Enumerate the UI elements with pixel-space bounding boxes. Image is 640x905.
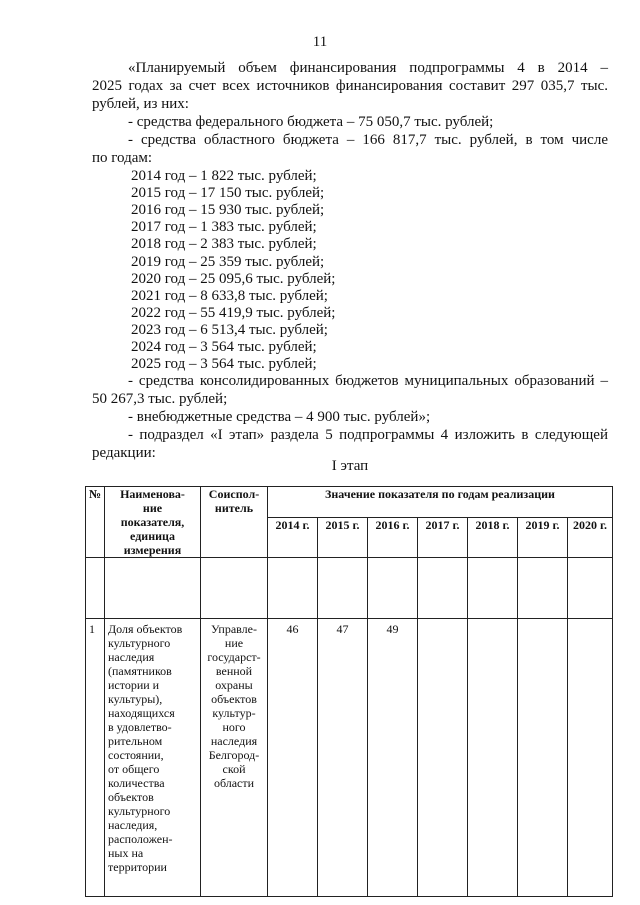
paragraph-line: - средства консолидированных бюджетов муниципальных образований – xyxy=(128,373,608,389)
indicator-name-line: культурного xyxy=(108,636,171,650)
column-header-number: № xyxy=(86,487,105,558)
year-funding-line: 2019 год – 25 359 тыс. рублей; xyxy=(131,253,325,270)
spacer-cell xyxy=(368,558,418,619)
year-funding-line: 2025 год – 3 564 тыс. рублей; xyxy=(131,356,317,373)
stage-title: I этап xyxy=(331,458,369,474)
year-funding-line: 2014 год – 1 822 тыс. рублей; xyxy=(131,168,317,184)
value-cell: 47 xyxy=(318,619,368,897)
paragraph-line: 50 267,3 тыс. рублей; xyxy=(92,391,228,407)
executor-line: наследия xyxy=(210,734,258,748)
header-name-line: ние xyxy=(142,501,163,515)
executor-line: ного xyxy=(222,720,246,734)
paragraph-line: - средства областного бюджета – 166 817,7 тыс. рублей, в том числе xyxy=(128,132,608,148)
indicator-name-line: от общего xyxy=(108,762,160,776)
paragraph-line: - средства федерального бюджета – 75 050,7 тыс. рублей; xyxy=(128,114,494,130)
indicator-name-line: истории и xyxy=(108,678,160,692)
executor-line: культур- xyxy=(212,706,256,720)
indicator-name-line: ных на xyxy=(108,846,144,860)
value-cell: 49 xyxy=(368,619,418,897)
header-name-line: измерения xyxy=(123,543,182,557)
executor-line: охраны xyxy=(215,678,253,692)
paragraph-line: - подраздел «I этап» раздела 5 подпрограммы 4 изложить в следующей xyxy=(128,427,608,443)
year-header: 2018 г. xyxy=(468,518,518,558)
indicator-name-line: расположен- xyxy=(108,832,173,846)
indicator-name-line: наследия xyxy=(108,650,155,664)
row-number: 1 xyxy=(86,619,105,897)
paragraph-line: рублей, из них: xyxy=(92,96,189,112)
spacer-cell xyxy=(468,558,518,619)
year-funding-line: 2017 год – 1 383 тыс. рублей; xyxy=(131,219,317,236)
executor-line: венной xyxy=(215,664,253,678)
spacer-cell xyxy=(268,558,318,619)
page-number: 11 xyxy=(312,34,328,50)
column-header-executor xyxy=(201,487,268,558)
indicator-name-line: (памятников xyxy=(108,664,172,678)
value-cell xyxy=(418,619,468,897)
indicator-name-line: объектов xyxy=(108,790,154,804)
executor-line: ние xyxy=(224,636,244,650)
header-name-line: Наименова- xyxy=(120,487,185,501)
indicator-name-line: культурного xyxy=(108,804,171,818)
year-funding-line: 2023 год – 6 513,4 тыс. рублей; xyxy=(131,321,328,338)
value-cell xyxy=(468,619,518,897)
spacer-cell xyxy=(418,558,468,619)
table-row xyxy=(86,619,613,897)
spacer-cell xyxy=(86,558,105,619)
year-funding-line: 2016 год – 15 930 тыс. рублей; xyxy=(131,202,325,219)
year-funding-line: 2024 год – 3 564 тыс. рублей; xyxy=(131,339,317,355)
year-header: 2014 г. xyxy=(268,518,318,558)
header-executor-line: нитель xyxy=(214,501,254,515)
indicator-name-line: находящихся xyxy=(108,706,175,720)
value-cell xyxy=(518,619,568,897)
year-funding-line: 2018 год – 2 383 тыс. рублей; xyxy=(131,236,317,253)
spacer-cell xyxy=(201,558,268,619)
header-name-line: единица xyxy=(130,529,175,543)
paragraph-line: редакции: xyxy=(92,445,156,461)
indicator-table xyxy=(85,486,613,897)
year-header: 2020 г. xyxy=(568,518,613,558)
indicator-name-line: Доля объектов xyxy=(108,622,183,636)
indicator-name-line: территории xyxy=(108,860,167,874)
paragraph-line: 2025 годах за счет всех источников финансирования составит 297 035,7 тыс. xyxy=(92,78,608,94)
executor-line: Белгород- xyxy=(208,748,260,762)
year-header: 2017 г. xyxy=(418,518,468,558)
executor-line: Управле- xyxy=(210,622,257,636)
indicator-name-line: в удовлетво- xyxy=(108,720,172,734)
paragraph-line: «Планируемый объем финансирования подпрограммы 4 в 2014 – xyxy=(128,60,608,76)
year-header: 2015 г. xyxy=(318,518,368,558)
header-name-line: показателя, xyxy=(120,515,185,529)
year-funding-line: 2015 год – 17 150 тыс. рублей; xyxy=(131,185,325,202)
indicator-name-line: культуры), xyxy=(108,692,163,706)
executor xyxy=(201,619,268,897)
indicator-name-line: наследия, xyxy=(108,818,158,832)
column-header-name xyxy=(105,487,201,558)
executor-line: государст- xyxy=(207,650,261,664)
year-header: 2016 г. xyxy=(368,518,418,558)
year-header: 2019 г. xyxy=(518,518,568,558)
year-funding-line: 2021 год – 8 633,8 тыс. рублей; xyxy=(131,287,328,304)
executor-line: объектов xyxy=(211,692,257,706)
indicator-name-line: рительном xyxy=(108,734,163,748)
spacer-cell xyxy=(518,558,568,619)
header-executor-line: Соиспол- xyxy=(208,487,260,501)
executor-line: области xyxy=(213,776,255,790)
executor-line: ской xyxy=(222,762,246,776)
indicator-name xyxy=(105,619,201,897)
value-cell xyxy=(568,619,613,897)
value-cell: 46 xyxy=(268,619,318,897)
spacer-cell xyxy=(105,558,201,619)
year-funding-line: 2020 год – 25 095,6 тыс. рублей; xyxy=(131,270,336,287)
column-header-values: Значение показателя по годам реализации xyxy=(268,487,613,518)
spacer-cell xyxy=(568,558,613,619)
indicator-name-line: количества xyxy=(108,776,165,790)
paragraph-line: по годам: xyxy=(92,150,153,166)
spacer-cell xyxy=(318,558,368,619)
indicator-name-line: состоянии, xyxy=(108,748,164,762)
year-funding-line: 2022 год – 55 419,9 тыс. рублей; xyxy=(131,304,336,321)
paragraph-line: - внебюджетные средства – 4 900 тыс. рублей»; xyxy=(128,409,431,425)
